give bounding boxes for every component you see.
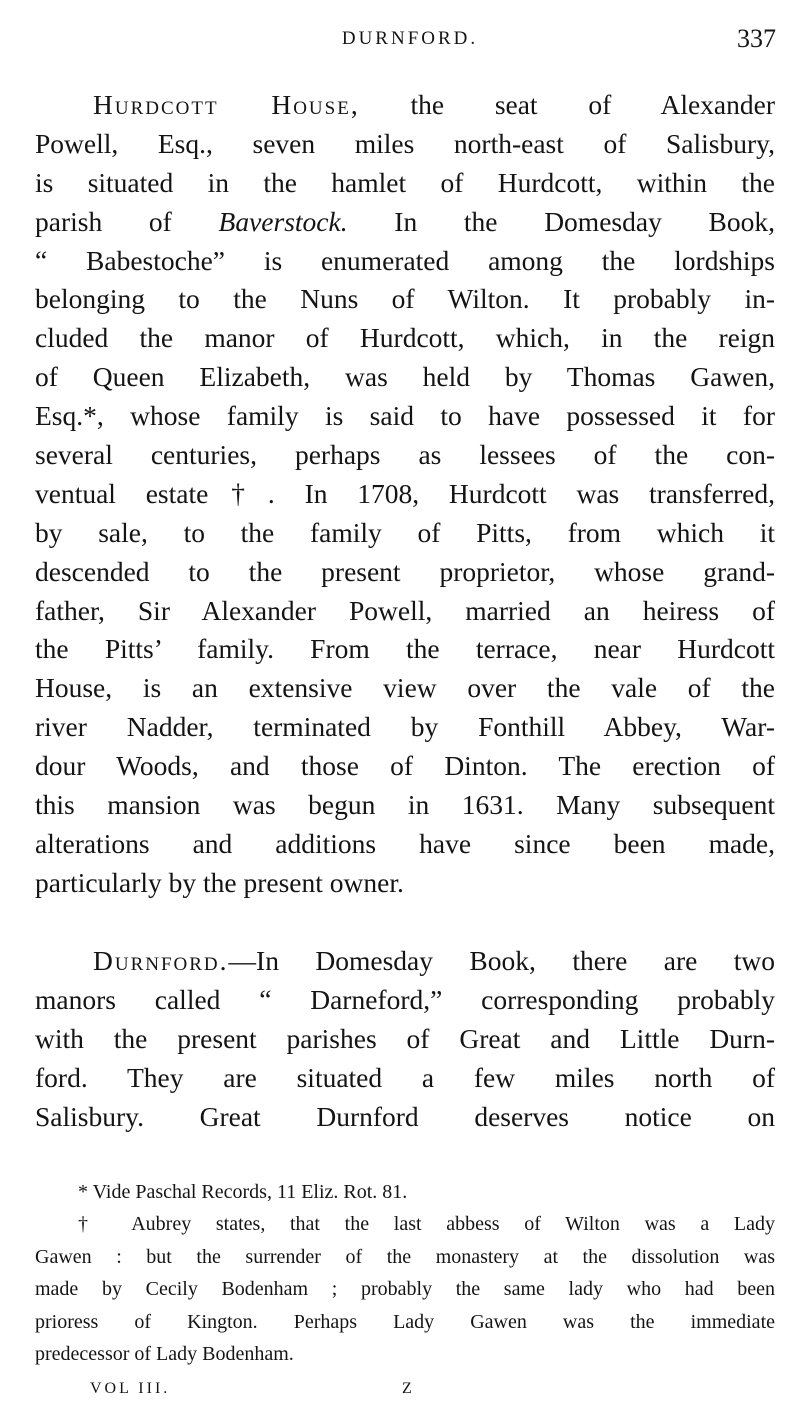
text-span: descended to the present proprietor, whose grand- — [35, 555, 775, 587]
text-span: of Queen Elizabeth, was held by Thomas Gawen, — [35, 361, 775, 393]
text-span: alterations and additions have since been made, — [35, 827, 775, 859]
text-line — [35, 242, 775, 281]
text-line — [35, 825, 775, 864]
text-line — [35, 981, 775, 1020]
footnotes — [35, 1176, 775, 1370]
text-span: House, is an extensive view over the vale of the — [35, 672, 775, 704]
text-line — [35, 630, 775, 669]
text-line — [35, 436, 775, 475]
lead-heading: Hurdcott House, — [93, 89, 360, 120]
text-span: ventual estate†. In 1708, Hurdcott was transferred, — [35, 477, 775, 509]
footnote-line: prioress of Kington. Perhaps Lady Gawen was the immediate — [35, 1310, 775, 1333]
text-line — [35, 864, 775, 903]
text-line — [35, 669, 775, 708]
text-span: several centuries, perhaps as lessees of the con- — [35, 439, 775, 471]
text-line — [35, 203, 775, 242]
text-line — [35, 1098, 775, 1137]
footnote-line: * Vide Paschal Records, 11 Eliz. Rot. 81. — [78, 1181, 408, 1203]
text-span: “ Babestoche” is enumerated among the lordships — [35, 244, 775, 276]
text-line — [35, 514, 775, 553]
text-line — [35, 786, 775, 825]
text-line — [35, 1020, 775, 1059]
text-span: particularly by the present owner. — [35, 866, 404, 898]
text-span: belonging to the Nuns of Wilton. It probably in- — [35, 283, 775, 315]
text-span: In the Domesday Book, — [347, 205, 775, 237]
text-span: —In Domesday Book, there are two — [228, 945, 775, 976]
text-line — [35, 280, 775, 319]
text-span: the Pitts’ family. From the terrace, near Hurdcott — [35, 633, 775, 665]
volume-label: VOL III. — [90, 1380, 171, 1397]
text-line — [35, 397, 775, 436]
footnote-line: † Aubrey states, that the last abbess of Wilton was a Lady — [78, 1213, 775, 1236]
paragraph-hurdcott-house — [35, 86, 775, 903]
footnote-line: made by Cecily Bodenham ; probably the same lady who had been — [35, 1278, 775, 1301]
lead-heading: Durnford. — [93, 945, 229, 976]
text-line — [35, 475, 775, 514]
text-line — [35, 708, 775, 747]
page-number: 337 — [737, 24, 776, 53]
text-span: father, Sir Alexander Powell, married an heiress of — [35, 594, 775, 626]
text-line — [35, 747, 775, 786]
text-line — [35, 592, 775, 631]
text-span: Powell, Esq., seven miles north-east of Salisbury, — [35, 127, 775, 159]
text-span: by sale, to the family of Pitts, from which it — [35, 516, 775, 548]
text-span: Esq.*, whose family is said to have possessed it for — [35, 400, 775, 432]
text-span: parish of — [35, 205, 219, 237]
text-line — [35, 1059, 775, 1098]
text-line — [35, 164, 775, 203]
text-span: river Nadder, terminated by Fonthill Abbey, War- — [35, 711, 775, 743]
text-line — [35, 942, 775, 981]
text-span: dour Woods, and those of Dinton. The erection of — [35, 750, 775, 782]
signature-mark: Z — [402, 1380, 412, 1397]
text-line — [35, 125, 775, 164]
text-span: this mansion was begun in 1631. Many subsequent — [35, 789, 775, 821]
text-line — [35, 86, 775, 125]
italic-place-name: Baverstock. — [218, 205, 348, 237]
footnote-line: Gawen : but the surrender of the monastery at the dissolution was — [35, 1245, 775, 1268]
paragraph-durnford — [35, 942, 775, 1136]
footnote-line: predecessor of Lady Bodenham. — [35, 1342, 294, 1365]
text-span: the seat of Alexander — [359, 89, 776, 120]
text-span: manors called “ Darneford,” corresponding probably — [35, 983, 775, 1015]
text-line — [35, 553, 775, 592]
running-title: DURNFORD. — [341, 28, 479, 49]
text-span: is situated in the hamlet of Hurdcott, within the — [35, 166, 775, 198]
text-span: with the present parishes of Great and Little Durn- — [35, 1022, 775, 1054]
text-line — [35, 319, 775, 358]
text-span: ford. They are situated a few miles north of — [35, 1061, 775, 1093]
text-span: cluded the manor of Hurdcott, which, in the reign — [35, 322, 775, 354]
text-span: Salisbury. Great Durnford deserves notice on — [35, 1100, 775, 1132]
text-line — [35, 358, 775, 397]
